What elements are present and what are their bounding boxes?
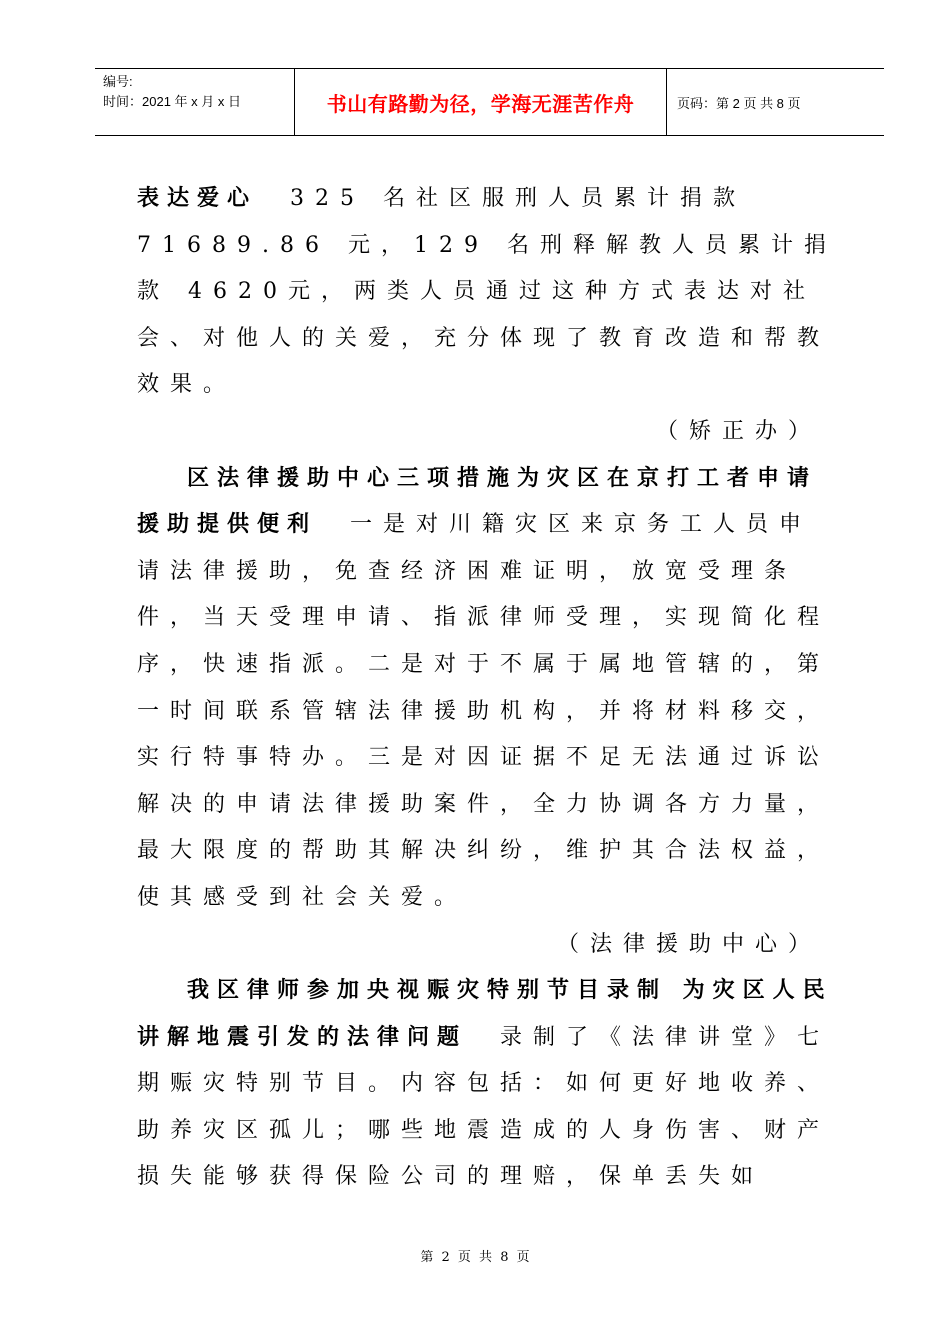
section-2-title: 区法律援助中心三项措施为灾区在京打工者申请援助提供便利 <box>137 465 818 538</box>
section-3-body: 录制了《法律讲堂》七期赈灾特别节目。内容包括：如何更好地收养、助养灾区孤儿；哪些地震造成的人身伤害、财产损失能够获得保险公司的理赔，保单丢失如 <box>137 1024 831 1190</box>
document-code-label: 编号: <box>103 74 133 89</box>
section-2-source: （法律援助中心） <box>556 931 821 957</box>
header-page-cell <box>667 69 884 135</box>
document-time-label: 时间：2021 年 x 月 x 日 <box>103 94 241 109</box>
section-1-source: （矫正办） <box>655 418 821 444</box>
section-1-paragraph <box>137 176 837 409</box>
document-body <box>137 176 837 1201</box>
page-footer: 第 2 页 共 8 页 <box>420 1250 530 1265</box>
section-3-title: 我区律师参加央视赈灾特别节目录制 为灾区人民讲解地震引发的法律问题 <box>137 978 833 1050</box>
section-1-title: 表达爱心 <box>137 186 258 211</box>
header-motto-cell <box>295 69 667 135</box>
page-header <box>95 68 884 136</box>
section-3-paragraph <box>137 968 837 1201</box>
section-1-body: 325 名社区服刑人员累计捐款 71689.86 元，129 名刑释解教人员累计捐款 4620元，两类人员通过这种方式表达对社会、对他人的关爱，充分体现了教育改造和帮教效果。 <box>137 186 837 398</box>
section-2-body: 一是对川籍灾区来京务工人员申请法律援助，免查经济困难证明，放宽受理条件，当天受理申请、指派律师受理，实现简化程序，快速指派。二是对于不属于属地管辖的，第一时间联系管辖法律援助机构，并将材料移交，实行特事特办。三是对因证据不足无法通过诉讼解决的申请法律援助案件，全力协调各方力量，最大限度的帮助其解决纠纷，维护其合法权益，使其感受到社会关爱。 <box>137 512 831 910</box>
header-page-info: 页码：第 2 页 共 8 页 <box>677 95 801 111</box>
header-motto: 书山有路勤为径，学海无涯苦作舟 <box>326 91 635 116</box>
header-left-cell <box>95 69 295 135</box>
section-2-paragraph <box>137 456 837 922</box>
